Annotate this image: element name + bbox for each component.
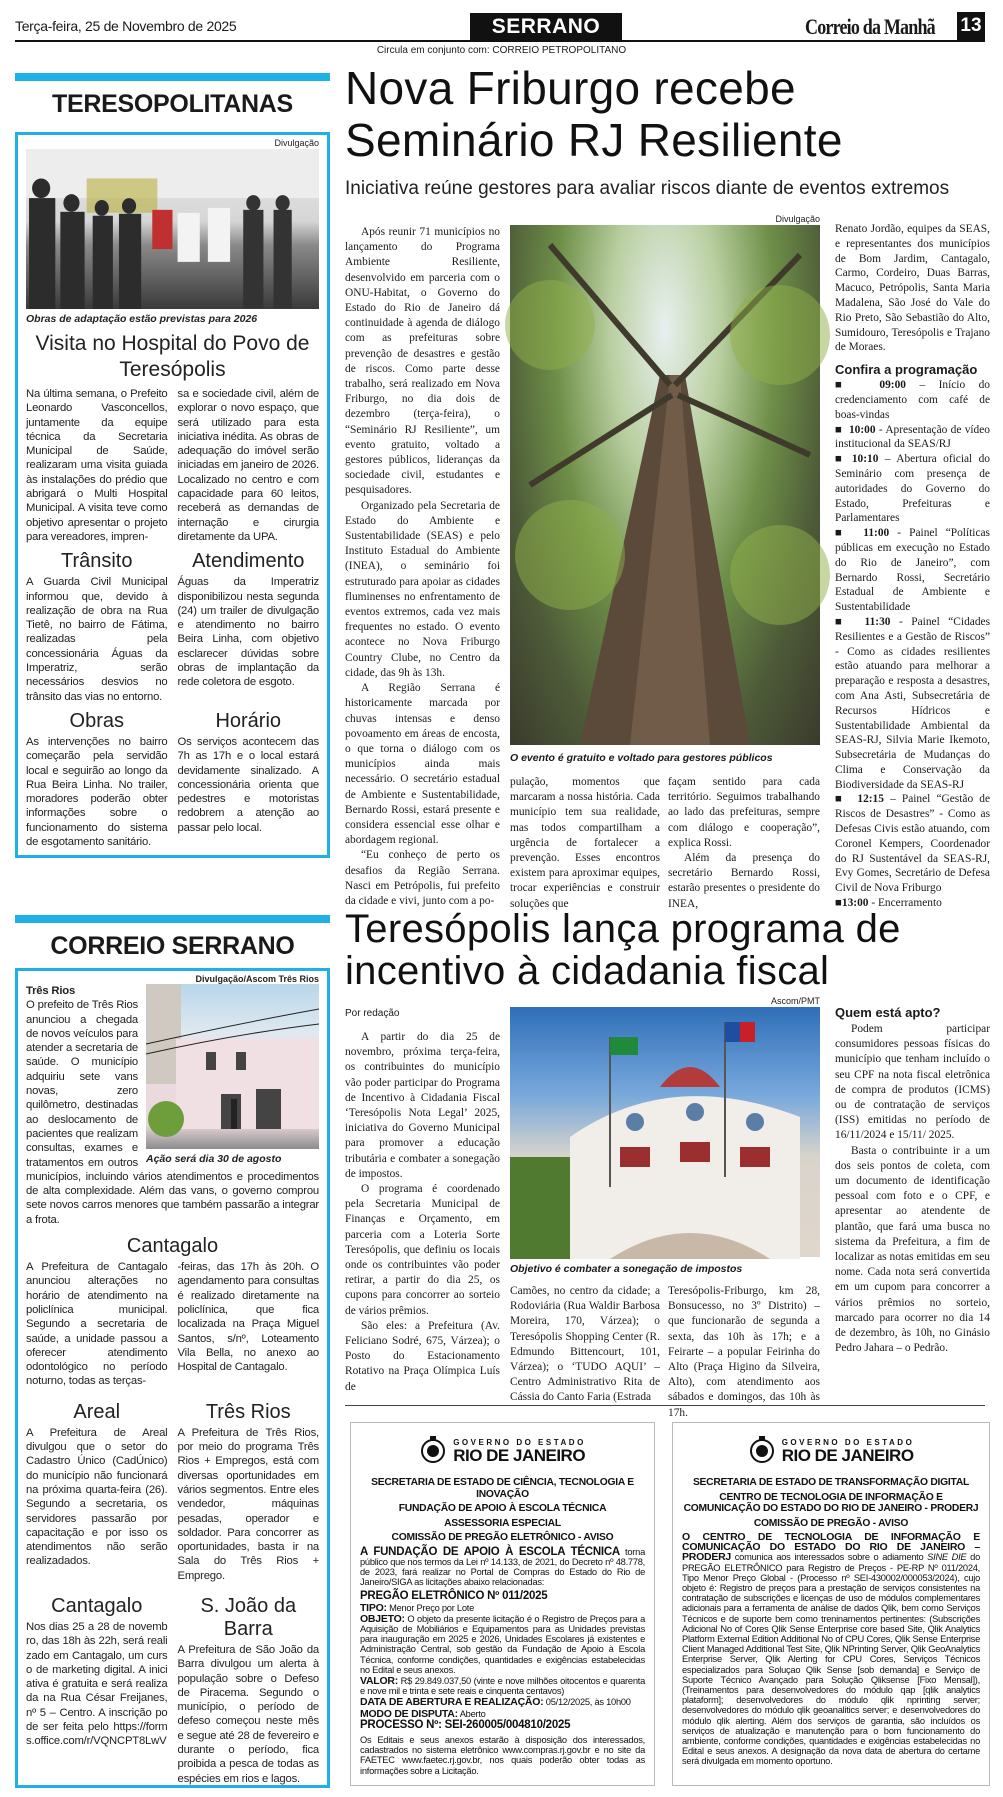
program-heading: Confira a programação (835, 362, 978, 378)
rj-government-logo: GOVERNO DO ESTADO RIO DE JANEIRO (682, 1435, 980, 1467)
teresopolitanas-box (15, 132, 330, 858)
note-text: -feiras, das 17h às 20h. O agendamento para consultas é realizado diretamente na policlínica, que fica localizada na Praça Miguel Santos, s/nº, Loteamento Vila Bella, no anexo ao Hospital de Cantagalo. (177, 1261, 319, 1374)
photo-credit: Divulgação (775, 214, 820, 224)
side-heading: Quem está apto? (835, 1005, 941, 1020)
note-text: A Prefeitura de Cantagalo anunciou alterações no horário de atendimento na policlínica municipal. Segundo a secretaria de saúde, a unidade passou a oferecer atendimento odontológico no período noturno, todas as terças- (26, 1261, 168, 1388)
paragraph: Podem participar consumidores pessoas físicas do município que tenham incluído o seu CPF na nota fiscal eletrônica de compra de produtos (ICMS) ou de contratação de serviços (ISS) emitidas no período de 16/11/2024 e 15/11/ 2025. (835, 1023, 990, 1142)
note-atendimento (178, 544, 320, 704)
note-title: Obras (69, 709, 124, 732)
notice-title: COMISSÃO DE PREGÃO ELETRÔNICO - AVISO (391, 1532, 614, 1543)
section-heading-teresopolitanas: TERESOPOLITANAS (52, 90, 293, 118)
building-photo (146, 984, 319, 1149)
notice-lead: A FUNDAÇÃO DE APOIO À ESCOLA TÉCNICA torna público que nos termos da Lei nº 14.133, de 2021, do Decreto nº 48.778, de 2023, fará realizar no Portal de Compras do Estado do Rio de Janeiro/SIGA as licitações abaixo relacionadas: (360, 1545, 645, 1588)
note-text: A Guarda Civil Municipal informou que, devido à realização de obra na Rua Tietê, no bairro de Fátima, realizadas pela concessionária Águas da Imperatriz, serão necessários desvios no trânsito das vias no entorno. (26, 576, 168, 703)
rj-coat-of-arms-icon (748, 1435, 776, 1467)
paragraph: “Eu conheço de perto os desafios da Região Serrana. Nasci em Petrópolis, fui prefeito da cidade e vivi, junto com a po- (345, 849, 500, 907)
legal-notice-proderj (672, 1422, 990, 1786)
building-flags-photo (510, 1007, 820, 1257)
paragraph: A Região Serrana é historicamente marcada por chuvas intensas e denso povoamento em áreas de encosta, o que torna o diálogo com os municípios ainda mais necessário. O secretário estadual de Ambiente e Sustentabilidade, Bernardo Rossi, estará presente e considera essencial esse olhar e abordagem regional. (345, 682, 500, 847)
paragraph: São eles: a Prefeitura (Av. Feliciano Sodré, 675, Várzea); o Posto do Estacionamento Rotativo na Praça Olímpica Luís de (345, 1319, 500, 1393)
correio-serrano-box (15, 968, 330, 1788)
paragraph: Organizado pela Secretaria de Estado do Ambiente e Sustentabilidade (SEAS) e pelo Instituto Estadual do Ambiente (INEA), o seminário foi estruturado para apoiar as cidades fluminenses no enfrentamento de eventos extremos, cada vez mais frequentes no estado. O evento acontece no Nova Friburgo Country Clube, no Centro da cidade, das 9h às 13h. (345, 499, 500, 679)
note-obras (26, 704, 168, 849)
paragraph: façam sentido para cada território. Seguimos trabalhando ao lado das prefeituras, sempre com diálogo e cooperação”, explica Rossi. (668, 776, 820, 849)
notice-title: COMISSÃO DE PREGÃO - AVISO (753, 1517, 909, 1529)
note-title: Trânsito (60, 550, 133, 573)
note-text: A Prefeitura de Três Rios, por meio do programa Três Rios + Empregos, está com diversas oportunidades em vários segmentos. Entre eles vendedor, máquinas pesadas, operador e soldador. Para concorrer as oportunidades, basta ir na Sala do Três Rios + Emprego. (177, 1426, 319, 1582)
paragraph: Além da presença do secretário Bernardo Rossi, estarão presentes o presidente do INEA, (668, 852, 820, 910)
photo-caption: Obras de adaptação estão previstas para 2026 (26, 313, 258, 325)
notice-body: O CENTRO DE TECNOLOGIA DE INFORMAÇÃO E COMUNICAÇÃO DO ESTADO DO RIO DE JANEIRO – PRODERJ comunica aos interessados sobre o adiamento SINE DIE do PREGÃO ELETRÔNICO para Registro de Preços - PE-RP Nº 011/2024, Tipo Menor Preço Global - (Processo nº SEI-430002/000053/2024), cujo objeto é: Registro de preços para a prestação de serviços consistentes na contratação de subscrições e licenças de uso de módulos complementares adicionais para a ferramenta de análise de dados Qlik, bem como Serviços Técnicos e de suporte bem como treninamentos pertinentes: (Subscrições Adicional No of Cores Qlik Sense Enterprise core based Site, Qlik Analytics Platform External Edition Additional No of CPU Cores, Qlik Sense Enterprise Client Managed Additional Test Site, Qlik NPrinting Server, Qlik GeoAnalytics Enterprise Server, Qlik Alerting for CPU Cores, Serviços Técnicos especializados para Soluçao Qlik Sense [sob demanda] e Serviço de Suporte Técnico Avançado para Solução Qliksense [Fixo Mensal]), (Treinamentos para desenvolvedores do módulo qap [qlik analytics plataform]; desenvolvedores do módulo qlik nprinting server; desenvolvedores do módulo qlik geoanalitics server; e desenvolvedores do módulo qlik alerting. Além dos serviços de garantia, são incluídos os serviços de atualização e manutenção para o bom funcionamento do ambiente, conforme condições, quantidades e exigências estabelecidas no Edital e seus anexos. A designação da nova data de abertura do certame será divulgada em momento oportuno. (682, 1531, 980, 1767)
paragraph: O programa é coordenado pela Secretaria Municipal de Finanças e Orçamento, em parceria com a Loteria Sorte Teresópolis, que definiu os locais onde os contribuintes vão poder retirar, a partir do dia 25, os cupons para concorrer ao sorteio de vários prêmios. (345, 1183, 500, 1317)
article-column-3 (668, 775, 820, 910)
page-number: 13 (957, 12, 985, 40)
notice-field: MODO DE DISPUTA: Aberto (360, 1707, 486, 1720)
section-bar (15, 915, 330, 923)
note-title: Atendimento (192, 550, 305, 573)
program-item: ■ 11:30 - Painel “Cidades Resilientes e a Gestão de Riscos” - Como as cidades resilientes estão atuando para melhorar a preparação e resposta a desastres, com Ana Asti, Subsecretária de Recursos Hídricos e Sustentabilidade Ambiental da SEAS-RJ, Silvia Marie Ikemoto, Subsecretária de Mudanças do Clima e Conservação da Biodiversidade da SEAS-RJ (835, 615, 990, 791)
faetec-link[interactable]: www.faetec.rj.gov.br (402, 1755, 480, 1766)
article-headline: Teresópolis lança programa de incentivo à cidadania fiscal (345, 907, 901, 993)
photo-caption: Ação será dia 30 de agosto (146, 1153, 282, 1165)
paragraph: Basta o contribuinte ir a um dos seis pontos de coleta, com um documento de identificação pessoal com foto e o CPF, e apresentar ao atendente de plantão, que fará uma busca no sistema da Prefeitura, a fim de localizar as notas emitidas em seu nome. Cada nota será convertida em um cupom para concorrer a vários prêmios no sorteio, marcado para ocorrer no dia 14 de dezembro, às 10h, no Ginásio Pedro Jahara – o Pedrão. (835, 1144, 990, 1355)
photo-credit: Divulgação (274, 138, 319, 148)
notice-field: PROCESSO Nº: SEI-260005/004810/2025 (360, 1718, 571, 1731)
notice-agency: SECRETARIA DE ESTADO DE TRANSFORMAÇÃO DIGITAL (692, 1477, 970, 1488)
article-column-4 (835, 1003, 990, 1393)
note-text: Nos dias 25 a 28 de novembro, das 18h às 22h, será realizado em Cantagalo, um curso de marketing digital. A iniciativa é gratuita e será realizada na Rua César Freijanes, nº 5 – Centro. A inscrição pode ser feita pelo https://forms.office.com/r/VQNCPT8LwV (26, 1620, 168, 1748)
notice-agency: SECRETARIA DE ESTADO DE CIÊNCIA, TECNOLOGIA E INOVAÇÃO (371, 1477, 634, 1500)
note-transito (26, 544, 168, 704)
note-horario (178, 704, 320, 849)
note-title: S. João da Barra (200, 1594, 297, 1640)
article-headline: Nova Friburgo recebe Seminário RJ Resiliente (345, 62, 843, 166)
article-column-2 (510, 775, 660, 910)
program-item: ■ 12:15 – Painel “Gestão de Riscos de Desastres” - Como as Defesas Civis estão atuando, com Coronel Kempers, Coordenador do RJ Sustentável da SEAS-RJ, Evy Gomes, Secretário de Defesa Civil de Nova Friburgo (835, 793, 991, 895)
newspaper-logo: Correio da Manhã (805, 14, 935, 39)
legal-notice-faetec (350, 1422, 655, 1786)
notice-agency: CENTRO DE TECNOLOGIA DE INFORMAÇÃO E COMUNICAÇÃO DO ESTADO DO RIO DE JANEIRO - PRODERJ (683, 1491, 979, 1514)
program-item: ■ 10:10 – Abertura oficial do Seminário com presença de autoridades do Governo do Estado, Prefeituras e Parlamentares (835, 453, 991, 525)
rj-government-logo: GOVERNO DO ESTADO RIO DE JANEIRO (360, 1435, 645, 1467)
article-column-3 (668, 1284, 820, 1419)
notice-field: OBJETO: O objeto da presente licitação é o Registro de Preços para a Aquisição de Mobiliários e Equipamentos para as Unidades previstas para inauguração em 2025 e 2026, Unidades Escolares já existentes e Administração Central, sob gestão da Fundação de Apoio à Escola Técnica, conforme condições, quantidades e exigências estabelecidas no Edital e seus anexos. (360, 1612, 645, 1675)
notice-field: VALOR: R$ 29.849.037,50 (vinte e nove milhões oitocentos e quarenta e nove mil e trinta e sete reais e cinquenta centavos) (360, 1674, 645, 1697)
note-text: Águas da Imperatriz disponibilizou nesta segunda (24) um trailer de divulgação e atendimento no bairro Beira Linha, com objetivo esclarecer dúvidas sobre obras de implantação da rede coletora de esgoto. (177, 576, 319, 689)
group-photo (26, 149, 319, 309)
box-title: Visita no Hospital do Povo de Teresópolis (35, 332, 310, 381)
paragraph: Camões, no centro da cidade; a Rodoviária (Rua Waldir Barbosa Moreira, 170, Várzea); o Teresópolis Shopping Center (R. Edmundo Bittencourt, 101, Várzea); o ‘TUDO AQUI’ – Centro Administrativo Rita de Cássia do Canto Faria (Estrada (510, 1285, 660, 1404)
edition-date: Terça-feira, 25 de Novembro de 2025 (15, 18, 237, 34)
note-title: Areal (73, 1400, 121, 1423)
note-sao-joao-da-barra (178, 1583, 320, 1786)
note-title: Cantagalo (51, 1594, 143, 1617)
notice-field: DATA DE ABERTURA E REALIZAÇÃO: 05/12/2025, às 10h00 (360, 1696, 631, 1709)
note-title: Cantagalo (126, 1235, 219, 1258)
section-label: SERRANO (470, 13, 622, 40)
notice-agency: ASSESSORIA ESPECIAL (444, 1517, 561, 1529)
photo-caption: O evento é gratuito e voltado para gestores públicos (510, 752, 773, 764)
section-bar (15, 73, 330, 81)
paragraph: Após reunir 71 municípios no lançamento do Programa Ambiente Resiliente, desenvolvido em parceria com o ONU-Habitat, o Governo do Estado do Rio de Janeiro dá continuidade à agenda de diálogo com as prefeituras sobre prevenção de desastres e gestão de riscos. Como parte desse trabalho, será realizado em Nova Friburgo, no dia dois de dezembro (terça-feira), o “Seminário RJ Resiliente”, um evento gratuito, voltado a gestores públicos, lideranças da sociedade civil, estudantes e pesquisadores. (345, 226, 500, 497)
box-paragraph: Na última semana, o Prefeito Leonardo Vasconcellos, juntamente da equipe técnica da Secretaria Municipal de Saúde, realizaram uma visita guiada às instalações do prédio que abrigará o Multi Hospital Municipal. A visita teve como objetivo apresentar o projeto para vereadores, impren- (26, 388, 168, 543)
photo-credit: Ascom/PMT (770, 996, 820, 1006)
note-text: As intervenções no bairro começarão pela servidão local e seguirão ao longo da Rua Beira Linha. No trailer, moradores poderão obter informações sobre o funcionamento do sistema de esgotamento sanitário. (26, 735, 168, 849)
note-cantagalo (26, 1583, 168, 1786)
article-deck: Iniciativa reúne gestores para avaliar riscos diante de eventos extremos (345, 178, 950, 199)
section-heading-correio-serrano: CORREIO SERRANO (50, 932, 295, 960)
tree-photo (510, 225, 820, 745)
note-text: A Prefeitura de São João da Barra divulgou um alerta à população sobre o Defeso de Piracema. Segundo o município, o período de defeso começou neste mês e segue até 28 de fevereiro e durante o período, fica proibida a pesca de todas as espécies em rios e lagos. (177, 1643, 319, 1785)
header-divider (15, 40, 985, 42)
program-item: ■ 10:00 - Apresentação de vídeo institucional da SEAS/RJ (835, 423, 990, 451)
program-item: ■ 09:00 – Início do credenciamento com café de boas-vindas (835, 379, 991, 421)
note-areal (26, 1389, 168, 1583)
notice-agency: FUNDAÇÃO DE APOIO À ESCOLA TÉCNICA (398, 1503, 607, 1514)
paragraph: Renato Jordão, equipes da SEAS, e representantes dos municípios de Bom Jardim, Cantagalo, Carmo, Cordeiro, Duas Barras, Macuco, Petrópolis, Santa Maria Madalena, São José do Vale do Rio Preto, São Sebastião do Alto, Sumidouro, Teresópolis e Trajano de Moraes. (835, 223, 990, 354)
photo-figure (146, 974, 319, 1165)
photo-caption: Objetivo é combater a sonegação de impostos (510, 1263, 743, 1275)
photo-credit: Divulgação/Ascom Três Rios (195, 974, 319, 984)
note-tres-rios (178, 1389, 320, 1583)
box-paragraph: sa e sociedade civil, além de explorar o novo espaço, que será utilizado para esta iniciativa inédita. As obras de adequação do imóvel serão iniciadas em janeiro de 2026. Localizado no centro e com capacidade para 60 leitos, receberá as demandas de internação e cirurgia diretamente da UPA. (177, 388, 319, 543)
section-divider (345, 1405, 985, 1406)
circulation-note: Circula em conjunto com: CORREIO PETROPOLITANO (376, 45, 627, 56)
note-title: Três Rios (205, 1400, 291, 1423)
lead-text: O prefeito de Três Rios anunciou a chegada de novos veículos para atender a secretaria de saúde. O município adquiriu sete vans novas, zero quilômetro, destinadas ao deslocamento de pacientes que realizam consultas, exames e tratamentos em outros municípios, incluindo vários atendimentos e procedimentos de alta complexidade. Além das vans, o governo comprou sete novos carros menores que também passarão a integrar a frota. (26, 999, 319, 1226)
notice-footer: Os Editais e seus anexos estarão à disposição dos interessados, cadastrados no sistema eletrônico www.compras.rj.gov.br e no site da FAETEC www.faetec.rj.gov.br, nos quais poderão obter todas as informações sobre a Licitação. (360, 1734, 646, 1776)
paragraph: Teresópolis-Friburgo, km 28, Bonsucesso, no 3º Distrito) – que funcionarão de segunda a sexta, das 10h às 17h; e a Feirarte – a popular Feirinha do Alto (Praça Higino da Silveira, Alto), com atendimento aos sábados e domingos, das 10h às 17h. (668, 1285, 820, 1419)
article-column-1 (345, 225, 500, 907)
article-column-1 (345, 1030, 500, 1393)
program-item: ■ 11:00 - Painel “Políticas públicas em execução no Estado do Rio de Janeiro”, com Bernardo Rossi, Secretário Estadual de Ambiente e Sustentabilidade (835, 527, 990, 614)
paragraph: pulação, momentos que marcaram a nossa história. Cada município tem sua realidade, mas todos compartilham a urgência de fortalecer a prevenção. Esses encontros existem para aproximar equipes, trocar experiências e construir soluções que (510, 776, 660, 910)
article-column-2 (510, 1284, 660, 1404)
notice-field: TIPO: Menor Preço por Lote (360, 1601, 475, 1614)
paragraph: A partir do dia 25 de novembro, próxima terça-feira, os contribuintes do município vão poder participar do Programa de Incentivo à Cidadania Fiscal ‘Teresópolis Nota Legal’ 2025, iniciativa do Governo Municipal para promover a educação tributária e combater a sonegação de impostos. (345, 1031, 500, 1180)
note-title: Horário (215, 709, 282, 732)
note-text: A Prefeitura de Areal divulgou que o setor do Cadastro Único (CadÚnico) do município não funcionará na próxima quarta-feira (26). Segundo a secretaria, os servidores passarão por capacitação e por isso os atendimentos não serão realizadados. (26, 1426, 168, 1568)
byline: Por redação (345, 1008, 400, 1019)
notice-pregao: PREGÃO ELETRÔNICO Nº 011/2025 (360, 1590, 548, 1603)
note-text: Os serviços acontecem das 7h as 17h e o local estará devidamente sinalizado. A concessionária orienta que pedestres e motoristas redobrem a atenção ao passar pelo local. (177, 735, 319, 834)
article-column-4 (835, 222, 990, 910)
compras-link[interactable]: www.compras.rj.gov.br (502, 1745, 591, 1756)
rj-coat-of-arms-icon (419, 1435, 447, 1467)
program-list (835, 378, 990, 911)
program-item: ■13:00 - Encerramento (835, 897, 942, 910)
lead-title: Três Rios (26, 985, 76, 997)
